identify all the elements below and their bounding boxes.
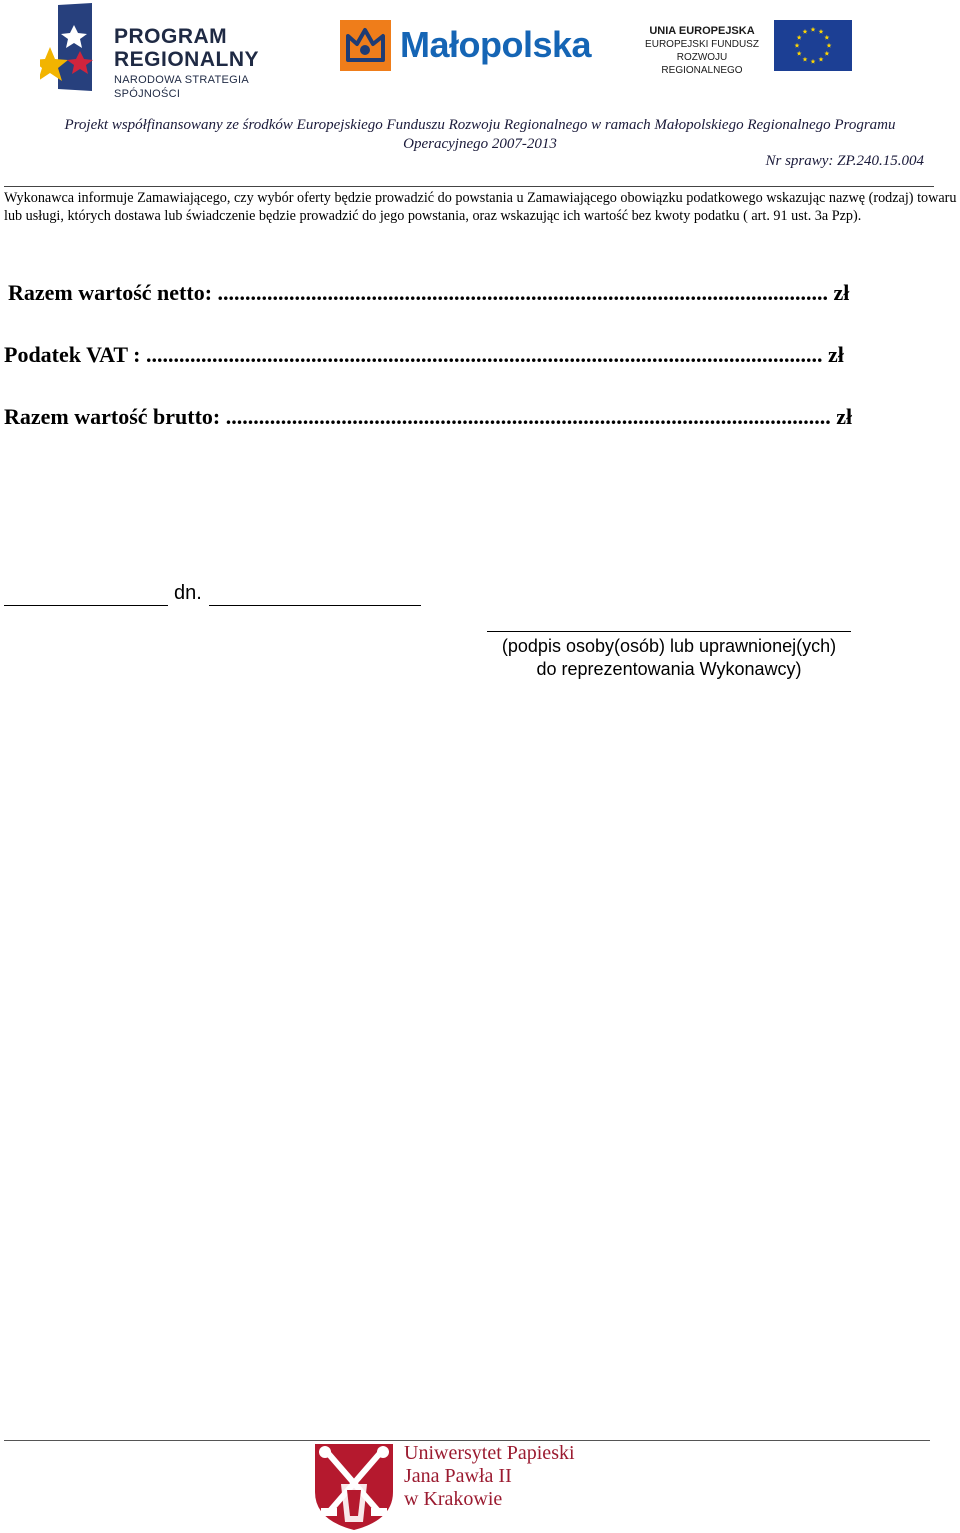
place-blank-line[interactable] bbox=[4, 605, 168, 606]
header-divider bbox=[4, 186, 934, 187]
signature-caption bbox=[487, 635, 851, 681]
malopolska-logo bbox=[340, 20, 610, 74]
program-regionalny-emblem-icon bbox=[40, 3, 100, 91]
date-blank-line[interactable] bbox=[209, 605, 421, 606]
project-line-1: Projekt współfinansowany ze środków Europejskiego Funduszu Rozwoju Regionalnego w ramach Małopolskiego Regionalnego Programu bbox=[64, 117, 896, 133]
program-logo-line2: REGIONALNY bbox=[114, 48, 260, 71]
intro-paragraph: Wykonawca informuje Zamawiającego, czy wybór oferty będzie prowadzić do powstania u Zamawiającego obowiązku podatkowego wskazując nazwę (rodzaj) towaru lub usługi, których dostawa lub świadczenie będzie prowadzić do jego powstania, oraz wskazując ich wartość bez kwoty podatku ( art. 91 ust. 3a Pzp). bbox=[4, 190, 957, 224]
signature-blank-line[interactable] bbox=[487, 631, 851, 632]
vat-currency: zł bbox=[822, 342, 844, 367]
vat-label: Podatek VAT : bbox=[4, 342, 147, 367]
total-net-currency: zł bbox=[828, 280, 850, 305]
malopolska-crown-icon bbox=[340, 20, 391, 71]
total-gross-row bbox=[4, 404, 904, 430]
footer-divider bbox=[4, 1440, 930, 1441]
eu-flag-icon bbox=[774, 20, 852, 71]
case-number: Nr sprawy: ZP.240.15.004 bbox=[765, 153, 924, 169]
total-gross-currency: zł bbox=[830, 404, 853, 429]
university-line1: Uniwersytet Papieski bbox=[404, 1442, 575, 1464]
eu-logo-line2: EUROPEJSKI FUNDUSZ bbox=[645, 39, 759, 50]
program-regionalny-logo bbox=[40, 3, 310, 100]
total-net-label: Razem wartość netto: bbox=[8, 280, 218, 305]
project-line-2: Operacyjnego 2007-2013 bbox=[403, 136, 557, 152]
eu-logo-line3: ROZWOJU REGIONALNEGO bbox=[661, 52, 743, 76]
malopolska-wordmark: Małopolska bbox=[400, 24, 592, 65]
total-gross-label: Razem wartość brutto: bbox=[4, 404, 226, 429]
university-crest-icon bbox=[313, 1442, 395, 1532]
university-line3: w Krakowie bbox=[404, 1488, 503, 1510]
total-net-row bbox=[8, 280, 904, 306]
total-net-dots: ............................................................................................................... bbox=[217, 280, 829, 305]
project-cofinancing-note bbox=[0, 116, 960, 154]
program-logo-line1: PROGRAM bbox=[114, 25, 228, 48]
signature-caption-line2: do reprezentowania Wykonawcy) bbox=[536, 659, 802, 679]
program-logo-line3: NARODOWA STRATEGIA SPÓJNOŚCI bbox=[114, 74, 249, 100]
eu-logo bbox=[636, 20, 856, 76]
vat-dots: ........................................................................................................................... bbox=[146, 342, 823, 367]
university-line2: Jana Pawła II bbox=[404, 1465, 512, 1487]
eu-logo-line1: UNIA EUROPEJSKA bbox=[649, 25, 755, 37]
vat-row bbox=[4, 342, 904, 368]
university-name bbox=[404, 1442, 575, 1511]
total-gross-dots: .............................................................................................................. bbox=[225, 404, 831, 429]
signature-caption-line1: (podpis osoby(osób) lub uprawnionej(ych) bbox=[501, 636, 837, 656]
date-label: dn. bbox=[174, 582, 202, 604]
